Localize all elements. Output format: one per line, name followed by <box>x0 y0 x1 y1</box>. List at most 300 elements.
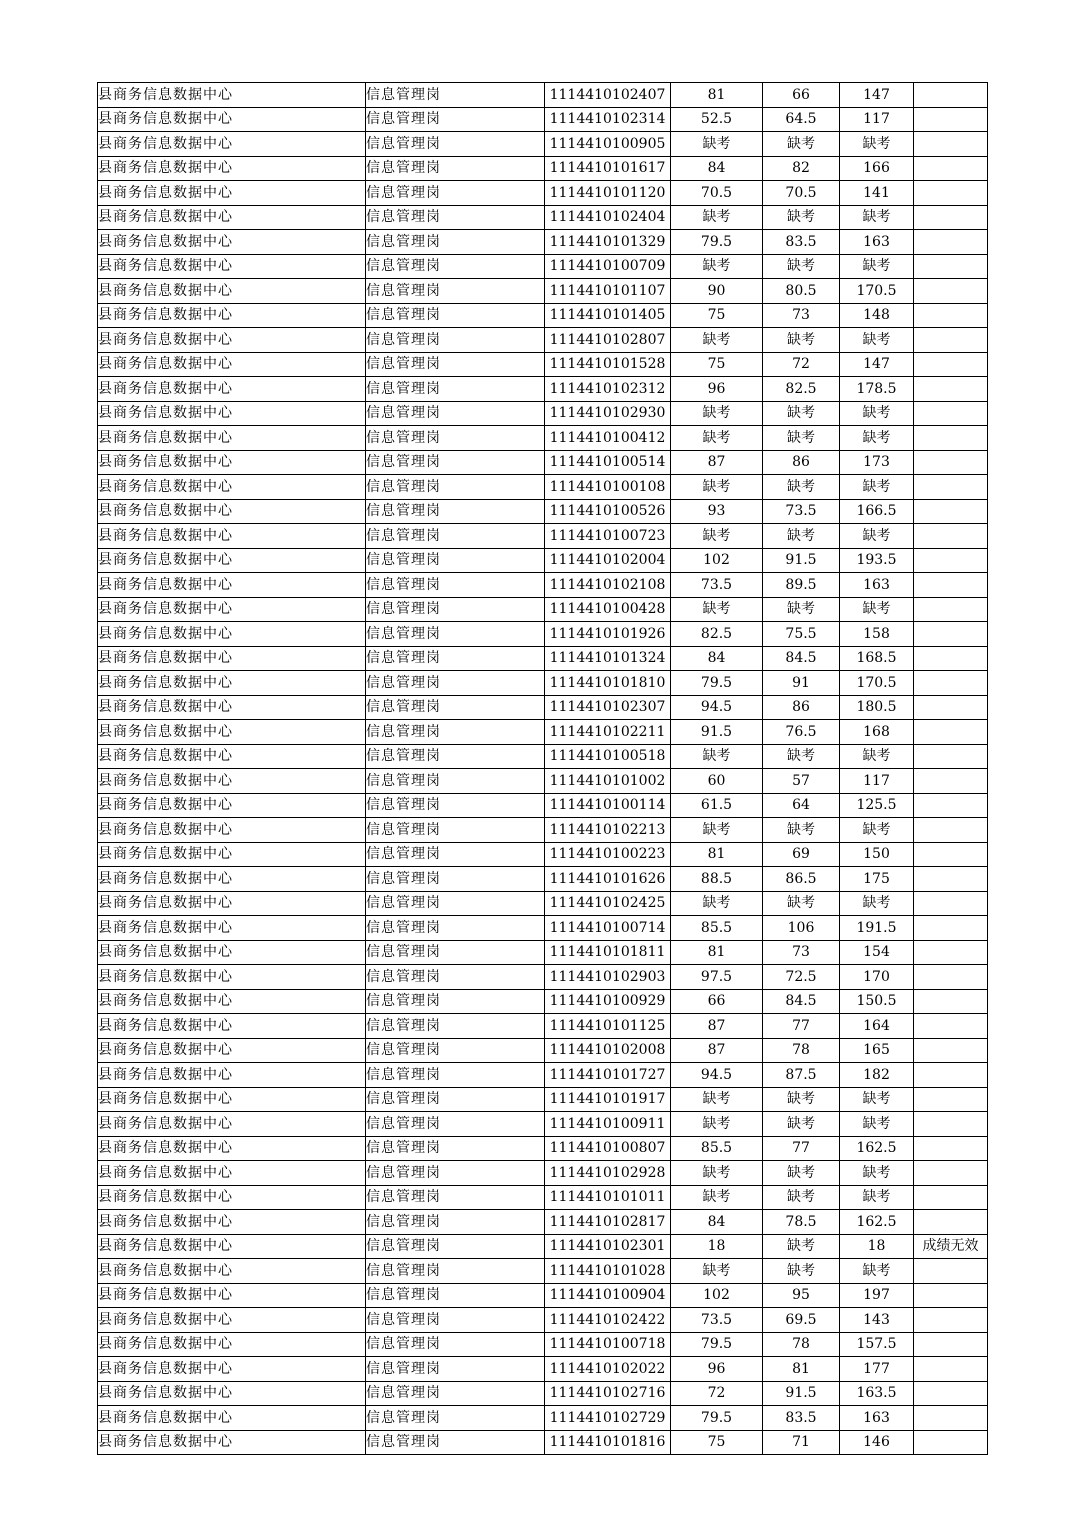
post-name-cell: 信息管理岗 <box>366 1038 545 1063</box>
remark-cell <box>914 793 988 818</box>
post-name-cell: 信息管理岗 <box>366 769 545 794</box>
second-score-cell: 76.5 <box>763 720 840 745</box>
total-score-cell: 165 <box>840 1038 914 1063</box>
remark-cell <box>914 891 988 916</box>
total-score-cell: 170.5 <box>840 279 914 304</box>
total-score-cell: 175 <box>840 867 914 892</box>
table-row <box>98 132 988 157</box>
total-score-cell: 150 <box>840 842 914 867</box>
table-row <box>98 181 988 206</box>
second-score-cell: 64.5 <box>763 107 840 132</box>
written-score-cell: 缺考 <box>671 1161 763 1186</box>
written-score-cell: 缺考 <box>671 1185 763 1210</box>
table-row <box>98 205 988 230</box>
unit-name-cell: 县商务信息数据中心 <box>98 671 366 696</box>
total-score-cell: 147 <box>840 83 914 108</box>
written-score-cell: 90 <box>671 279 763 304</box>
table-row <box>98 769 988 794</box>
table-row <box>98 1234 988 1259</box>
second-score-cell: 缺考 <box>763 597 840 622</box>
unit-name-cell: 县商务信息数据中心 <box>98 352 366 377</box>
unit-name-cell: 县商务信息数据中心 <box>98 1112 366 1137</box>
total-score-cell: 117 <box>840 769 914 794</box>
exam-id-cell: 1114410102004 <box>545 548 671 573</box>
post-name-cell: 信息管理岗 <box>366 279 545 304</box>
table-row <box>98 916 988 941</box>
remark-cell <box>914 646 988 671</box>
table-row <box>98 1381 988 1406</box>
unit-name-cell: 县商务信息数据中心 <box>98 769 366 794</box>
remark-cell <box>914 205 988 230</box>
exam-id-cell: 1114410102307 <box>545 695 671 720</box>
written-score-cell: 75 <box>671 303 763 328</box>
table-row <box>98 1332 988 1357</box>
table-row <box>98 1136 988 1161</box>
unit-name-cell: 县商务信息数据中心 <box>98 891 366 916</box>
post-name-cell: 信息管理岗 <box>366 646 545 671</box>
table-row <box>98 646 988 671</box>
written-score-cell: 72 <box>671 1381 763 1406</box>
exam-id-cell: 1114410100114 <box>545 793 671 818</box>
total-score-cell: 缺考 <box>840 1112 914 1137</box>
total-score-cell: 162.5 <box>840 1136 914 1161</box>
table-row <box>98 279 988 304</box>
table-row <box>98 1014 988 1039</box>
table-row <box>98 1038 988 1063</box>
second-score-cell: 缺考 <box>763 254 840 279</box>
second-score-cell: 72 <box>763 352 840 377</box>
second-score-cell: 缺考 <box>763 1112 840 1137</box>
exam-id-cell: 1114410101324 <box>545 646 671 671</box>
table-row <box>98 107 988 132</box>
total-score-cell: 缺考 <box>840 818 914 843</box>
table-row <box>98 548 988 573</box>
remark-cell <box>914 548 988 573</box>
table-row <box>98 793 988 818</box>
total-score-cell: 缺考 <box>840 1185 914 1210</box>
unit-name-cell: 县商务信息数据中心 <box>98 867 366 892</box>
post-name-cell: 信息管理岗 <box>366 499 545 524</box>
second-score-cell: 66 <box>763 83 840 108</box>
second-score-cell: 77 <box>763 1014 840 1039</box>
remark-cell <box>914 352 988 377</box>
written-score-cell: 102 <box>671 1283 763 1308</box>
written-score-cell: 缺考 <box>671 744 763 769</box>
post-name-cell: 信息管理岗 <box>366 818 545 843</box>
second-score-cell: 84.5 <box>763 989 840 1014</box>
table-row <box>98 230 988 255</box>
total-score-cell: 18 <box>840 1234 914 1259</box>
second-score-cell: 缺考 <box>763 1185 840 1210</box>
second-score-cell: 71 <box>763 1430 840 1455</box>
post-name-cell: 信息管理岗 <box>366 1087 545 1112</box>
table-row <box>98 254 988 279</box>
remark-cell <box>914 1087 988 1112</box>
second-score-cell: 缺考 <box>763 524 840 549</box>
table-row <box>98 622 988 647</box>
table-row <box>98 328 988 353</box>
remark-cell <box>914 181 988 206</box>
unit-name-cell: 县商务信息数据中心 <box>98 695 366 720</box>
exam-id-cell: 1114410102716 <box>545 1381 671 1406</box>
total-score-cell: 178.5 <box>840 377 914 402</box>
exam-id-cell: 1114410101917 <box>545 1087 671 1112</box>
total-score-cell: 163 <box>840 1406 914 1431</box>
exam-id-cell: 1114410100709 <box>545 254 671 279</box>
exam-id-cell: 1114410100718 <box>545 1332 671 1357</box>
exam-id-cell: 1114410100223 <box>545 842 671 867</box>
total-score-cell: 缺考 <box>840 426 914 451</box>
remark-cell <box>914 1332 988 1357</box>
remark-cell <box>914 622 988 647</box>
remark-cell <box>914 303 988 328</box>
written-score-cell: 81 <box>671 842 763 867</box>
total-score-cell: 168 <box>840 720 914 745</box>
total-score-cell: 170 <box>840 965 914 990</box>
post-name-cell: 信息管理岗 <box>366 107 545 132</box>
written-score-cell: 87 <box>671 450 763 475</box>
written-score-cell: 79.5 <box>671 1332 763 1357</box>
unit-name-cell: 县商务信息数据中心 <box>98 842 366 867</box>
post-name-cell: 信息管理岗 <box>366 1430 545 1455</box>
written-score-cell: 82.5 <box>671 622 763 647</box>
total-score-cell: 166.5 <box>840 499 914 524</box>
second-score-cell: 73 <box>763 303 840 328</box>
table-row <box>98 1283 988 1308</box>
unit-name-cell: 县商务信息数据中心 <box>98 744 366 769</box>
table-row <box>98 1259 988 1284</box>
unit-name-cell: 县商务信息数据中心 <box>98 205 366 230</box>
total-score-cell: 143 <box>840 1308 914 1333</box>
written-score-cell: 102 <box>671 548 763 573</box>
second-score-cell: 83.5 <box>763 230 840 255</box>
unit-name-cell: 县商务信息数据中心 <box>98 132 366 157</box>
table-row <box>98 891 988 916</box>
post-name-cell: 信息管理岗 <box>366 622 545 647</box>
exam-id-cell: 1114410101727 <box>545 1063 671 1088</box>
unit-name-cell: 县商务信息数据中心 <box>98 1161 366 1186</box>
table-row <box>98 377 988 402</box>
written-score-cell: 66 <box>671 989 763 1014</box>
table-row <box>98 1406 988 1431</box>
unit-name-cell: 县商务信息数据中心 <box>98 377 366 402</box>
post-name-cell: 信息管理岗 <box>366 450 545 475</box>
total-score-cell: 150.5 <box>840 989 914 1014</box>
second-score-cell: 91.5 <box>763 1381 840 1406</box>
second-score-cell: 91.5 <box>763 548 840 573</box>
exam-id-cell: 1114410100911 <box>545 1112 671 1137</box>
total-score-cell: 166 <box>840 156 914 181</box>
table-row <box>98 695 988 720</box>
post-name-cell: 信息管理岗 <box>366 597 545 622</box>
written-score-cell: 84 <box>671 156 763 181</box>
remark-cell <box>914 377 988 402</box>
second-score-cell: 82 <box>763 156 840 181</box>
post-name-cell: 信息管理岗 <box>366 940 545 965</box>
total-score-cell: 197 <box>840 1283 914 1308</box>
table-row <box>98 499 988 524</box>
exam-id-cell: 1114410102404 <box>545 205 671 230</box>
total-score-cell: 154 <box>840 940 914 965</box>
post-name-cell: 信息管理岗 <box>366 573 545 598</box>
second-score-cell: 64 <box>763 793 840 818</box>
unit-name-cell: 县商务信息数据中心 <box>98 1185 366 1210</box>
second-score-cell: 87.5 <box>763 1063 840 1088</box>
second-score-cell: 缺考 <box>763 475 840 500</box>
unit-name-cell: 县商务信息数据中心 <box>98 524 366 549</box>
unit-name-cell: 县商务信息数据中心 <box>98 254 366 279</box>
table-row <box>98 524 988 549</box>
unit-name-cell: 县商务信息数据中心 <box>98 1014 366 1039</box>
unit-name-cell: 县商务信息数据中心 <box>98 83 366 108</box>
unit-name-cell: 县商务信息数据中心 <box>98 1234 366 1259</box>
table-row <box>98 1161 988 1186</box>
second-score-cell: 缺考 <box>763 401 840 426</box>
unit-name-cell: 县商务信息数据中心 <box>98 916 366 941</box>
second-score-cell: 91 <box>763 671 840 696</box>
total-score-cell: 117 <box>840 107 914 132</box>
written-score-cell: 73.5 <box>671 1308 763 1333</box>
second-score-cell: 70.5 <box>763 181 840 206</box>
exam-id-cell: 1114410100514 <box>545 450 671 475</box>
exam-id-cell: 1114410102108 <box>545 573 671 598</box>
second-score-cell: 77 <box>763 1136 840 1161</box>
exam-id-cell: 1114410101329 <box>545 230 671 255</box>
exam-id-cell: 1114410102211 <box>545 720 671 745</box>
second-score-cell: 83.5 <box>763 1406 840 1431</box>
written-score-cell: 85.5 <box>671 916 763 941</box>
exam-id-cell: 1114410100518 <box>545 744 671 769</box>
unit-name-cell: 县商务信息数据中心 <box>98 1136 366 1161</box>
written-score-cell: 84 <box>671 646 763 671</box>
post-name-cell: 信息管理岗 <box>366 1357 545 1382</box>
exam-id-cell: 1114410101011 <box>545 1185 671 1210</box>
exam-id-cell: 1114410101626 <box>545 867 671 892</box>
unit-name-cell: 县商务信息数据中心 <box>98 940 366 965</box>
total-score-cell: 缺考 <box>840 1259 914 1284</box>
second-score-cell: 缺考 <box>763 328 840 353</box>
total-score-cell: 缺考 <box>840 205 914 230</box>
remark-cell <box>914 1185 988 1210</box>
remark-cell <box>914 720 988 745</box>
unit-name-cell: 县商务信息数据中心 <box>98 1210 366 1235</box>
remark-cell <box>914 426 988 451</box>
unit-name-cell: 县商务信息数据中心 <box>98 720 366 745</box>
second-score-cell: 缺考 <box>763 891 840 916</box>
remark-cell <box>914 499 988 524</box>
total-score-cell: 缺考 <box>840 597 914 622</box>
unit-name-cell: 县商务信息数据中心 <box>98 279 366 304</box>
written-score-cell: 缺考 <box>671 1259 763 1284</box>
total-score-cell: 缺考 <box>840 401 914 426</box>
total-score-cell: 147 <box>840 352 914 377</box>
post-name-cell: 信息管理岗 <box>366 842 545 867</box>
exam-id-cell: 1114410101125 <box>545 1014 671 1039</box>
table-row <box>98 426 988 451</box>
remark-cell <box>914 132 988 157</box>
total-score-cell: 193.5 <box>840 548 914 573</box>
remark-cell <box>914 1014 988 1039</box>
written-score-cell: 缺考 <box>671 401 763 426</box>
exam-id-cell: 1114410101926 <box>545 622 671 647</box>
exam-id-cell: 1114410100526 <box>545 499 671 524</box>
exam-id-cell: 1114410100929 <box>545 989 671 1014</box>
written-score-cell: 81 <box>671 83 763 108</box>
post-name-cell: 信息管理岗 <box>366 1259 545 1284</box>
written-score-cell: 缺考 <box>671 1112 763 1137</box>
exam-id-cell: 1114410101002 <box>545 769 671 794</box>
table-row <box>98 303 988 328</box>
post-name-cell: 信息管理岗 <box>366 426 545 451</box>
written-score-cell: 61.5 <box>671 793 763 818</box>
written-score-cell: 79.5 <box>671 1406 763 1431</box>
post-name-cell: 信息管理岗 <box>366 989 545 1014</box>
exam-id-cell: 1114410101405 <box>545 303 671 328</box>
total-score-cell: 163 <box>840 230 914 255</box>
total-score-cell: 158 <box>840 622 914 647</box>
remark-cell <box>914 279 988 304</box>
written-score-cell: 96 <box>671 377 763 402</box>
post-name-cell: 信息管理岗 <box>366 83 545 108</box>
exam-id-cell: 1114410102930 <box>545 401 671 426</box>
second-score-cell: 81 <box>763 1357 840 1382</box>
unit-name-cell: 县商务信息数据中心 <box>98 1063 366 1088</box>
post-name-cell: 信息管理岗 <box>366 1308 545 1333</box>
second-score-cell: 75.5 <box>763 622 840 647</box>
remark-cell <box>914 1112 988 1137</box>
post-name-cell: 信息管理岗 <box>366 1063 545 1088</box>
unit-name-cell: 县商务信息数据中心 <box>98 1406 366 1431</box>
written-score-cell: 缺考 <box>671 524 763 549</box>
written-score-cell: 73.5 <box>671 573 763 598</box>
table-row <box>98 475 988 500</box>
post-name-cell: 信息管理岗 <box>366 1381 545 1406</box>
post-name-cell: 信息管理岗 <box>366 1014 545 1039</box>
remark-cell <box>914 769 988 794</box>
unit-name-cell: 县商务信息数据中心 <box>98 1087 366 1112</box>
post-name-cell: 信息管理岗 <box>366 1136 545 1161</box>
unit-name-cell: 县商务信息数据中心 <box>98 1430 366 1455</box>
exam-id-cell: 1114410102301 <box>545 1234 671 1259</box>
post-name-cell: 信息管理岗 <box>366 1185 545 1210</box>
remark-cell <box>914 965 988 990</box>
post-name-cell: 信息管理岗 <box>366 524 545 549</box>
second-score-cell: 缺考 <box>763 132 840 157</box>
total-score-cell: 缺考 <box>840 475 914 500</box>
remark-cell <box>914 156 988 181</box>
second-score-cell: 69.5 <box>763 1308 840 1333</box>
exam-id-cell: 1114410100412 <box>545 426 671 451</box>
remark-cell <box>914 1210 988 1235</box>
second-score-cell: 78 <box>763 1038 840 1063</box>
exam-id-cell: 1114410100904 <box>545 1283 671 1308</box>
unit-name-cell: 县商务信息数据中心 <box>98 1357 366 1382</box>
written-score-cell: 缺考 <box>671 475 763 500</box>
unit-name-cell: 县商务信息数据中心 <box>98 426 366 451</box>
written-score-cell: 97.5 <box>671 965 763 990</box>
unit-name-cell: 县商务信息数据中心 <box>98 646 366 671</box>
written-score-cell: 缺考 <box>671 132 763 157</box>
exam-id-cell: 1114410102422 <box>545 1308 671 1333</box>
table-row <box>98 156 988 181</box>
score-table <box>97 82 988 1455</box>
total-score-cell: 125.5 <box>840 793 914 818</box>
written-score-cell: 缺考 <box>671 818 763 843</box>
second-score-cell: 73.5 <box>763 499 840 524</box>
written-score-cell: 缺考 <box>671 891 763 916</box>
post-name-cell: 信息管理岗 <box>366 401 545 426</box>
total-score-cell: 168.5 <box>840 646 914 671</box>
unit-name-cell: 县商务信息数据中心 <box>98 450 366 475</box>
unit-name-cell: 县商务信息数据中心 <box>98 622 366 647</box>
exam-id-cell: 1114410100723 <box>545 524 671 549</box>
unit-name-cell: 县商务信息数据中心 <box>98 401 366 426</box>
total-score-cell: 141 <box>840 181 914 206</box>
second-score-cell: 78 <box>763 1332 840 1357</box>
total-score-cell: 缺考 <box>840 1087 914 1112</box>
unit-name-cell: 县商务信息数据中心 <box>98 303 366 328</box>
total-score-cell: 148 <box>840 303 914 328</box>
written-score-cell: 75 <box>671 1430 763 1455</box>
table-row <box>98 83 988 108</box>
post-name-cell: 信息管理岗 <box>366 744 545 769</box>
unit-name-cell: 县商务信息数据中心 <box>98 1259 366 1284</box>
post-name-cell: 信息管理岗 <box>366 181 545 206</box>
total-score-cell: 162.5 <box>840 1210 914 1235</box>
second-score-cell: 95 <box>763 1283 840 1308</box>
remark-cell <box>914 1357 988 1382</box>
exam-id-cell: 1114410100807 <box>545 1136 671 1161</box>
table-row <box>98 573 988 598</box>
post-name-cell: 信息管理岗 <box>366 720 545 745</box>
total-score-cell: 191.5 <box>840 916 914 941</box>
exam-id-cell: 1114410101810 <box>545 671 671 696</box>
written-score-cell: 缺考 <box>671 1087 763 1112</box>
exam-id-cell: 1114410101120 <box>545 181 671 206</box>
written-score-cell: 87 <box>671 1038 763 1063</box>
total-score-cell: 157.5 <box>840 1332 914 1357</box>
table-row <box>98 1112 988 1137</box>
unit-name-cell: 县商务信息数据中心 <box>98 156 366 181</box>
remark-cell <box>914 328 988 353</box>
remark-cell <box>914 107 988 132</box>
table-row <box>98 1063 988 1088</box>
written-score-cell: 93 <box>671 499 763 524</box>
unit-name-cell: 县商务信息数据中心 <box>98 475 366 500</box>
second-score-cell: 57 <box>763 769 840 794</box>
remark-cell <box>914 1038 988 1063</box>
written-score-cell: 60 <box>671 769 763 794</box>
remark-cell <box>914 83 988 108</box>
unit-name-cell: 县商务信息数据中心 <box>98 965 366 990</box>
exam-id-cell: 1114410101617 <box>545 156 671 181</box>
unit-name-cell: 县商务信息数据中心 <box>98 1038 366 1063</box>
second-score-cell: 106 <box>763 916 840 941</box>
table-row <box>98 597 988 622</box>
table-row <box>98 1308 988 1333</box>
second-score-cell: 86.5 <box>763 867 840 892</box>
total-score-cell: 缺考 <box>840 891 914 916</box>
total-score-cell: 177 <box>840 1357 914 1382</box>
second-score-cell: 缺考 <box>763 818 840 843</box>
exam-id-cell: 1114410102425 <box>545 891 671 916</box>
remark-cell <box>914 867 988 892</box>
unit-name-cell: 县商务信息数据中心 <box>98 1283 366 1308</box>
post-name-cell: 信息管理岗 <box>366 254 545 279</box>
remark-cell <box>914 1283 988 1308</box>
exam-id-cell: 1114410102008 <box>545 1038 671 1063</box>
remark-cell <box>914 1063 988 1088</box>
